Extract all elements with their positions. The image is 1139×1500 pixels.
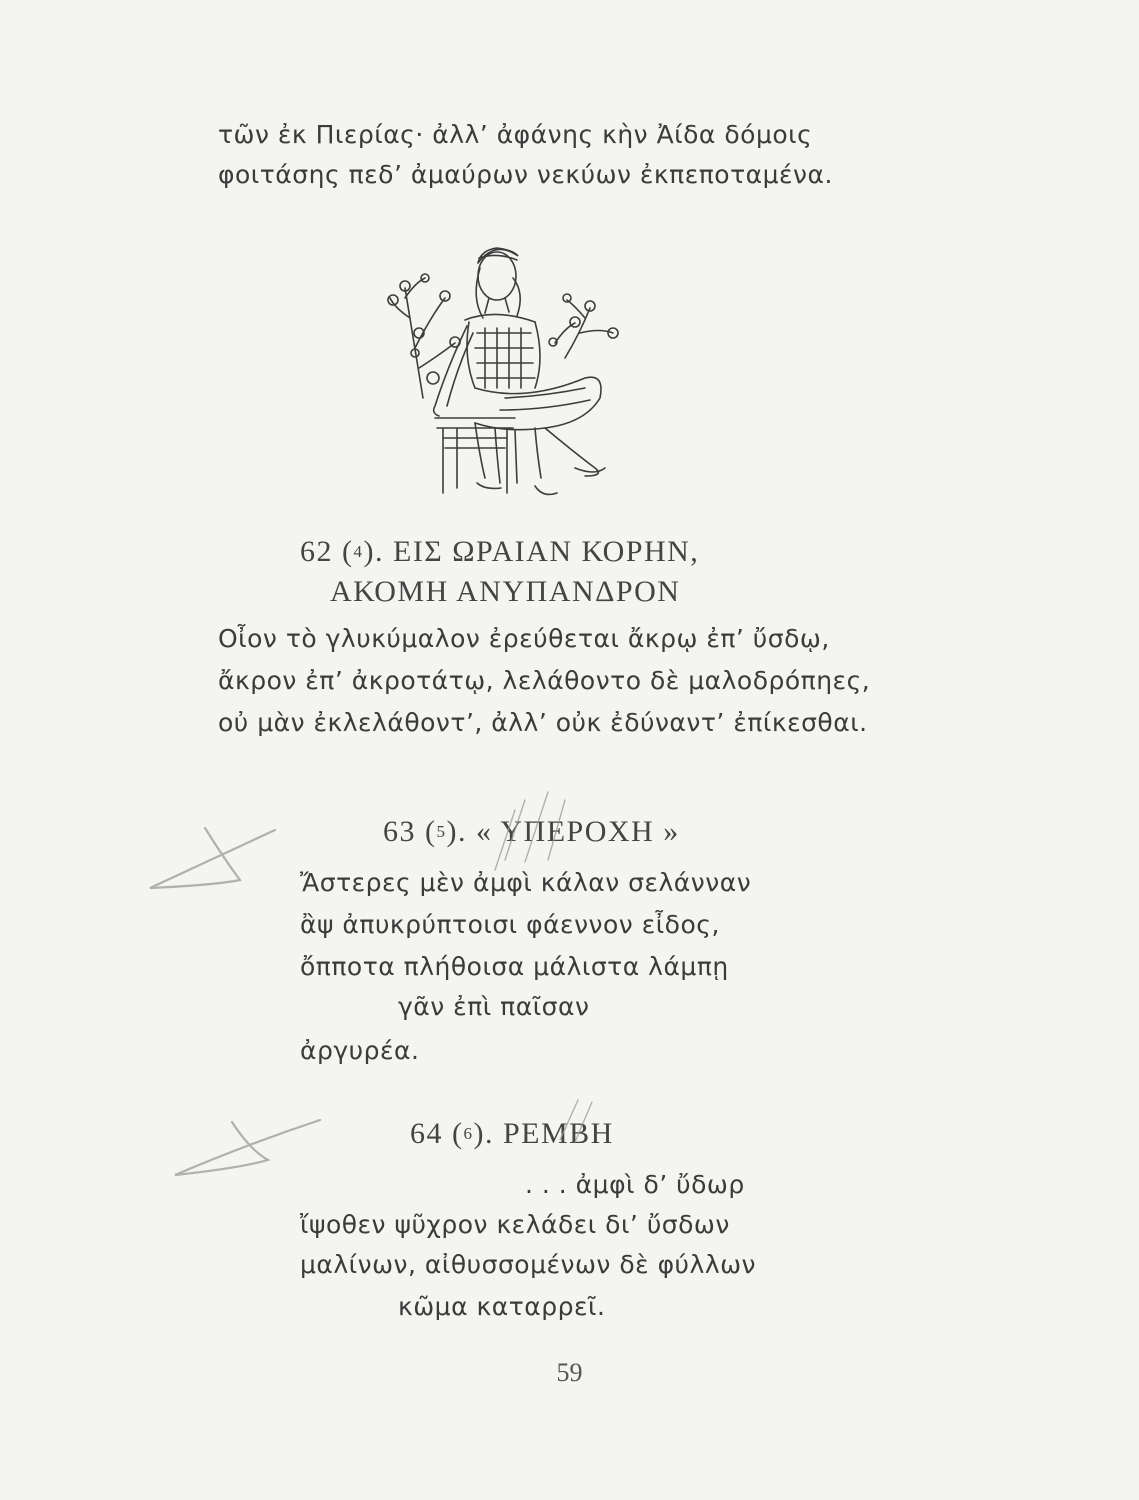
- poem-62-line-2: ἄκρον ἐπ’ ἀκροτάτῳ, λελάθοντο δὲ μαλοδρόπηες,: [218, 666, 871, 695]
- top-line-1: τῶν ἐκ Πιερίας· ἀλλ’ ἀφάνης κὴν Ἀίδα δόμοις: [218, 120, 813, 149]
- poem-63-line-1: Ἄστερες μὲν ἀμφὶ κάλαν σελάνναν: [300, 868, 752, 897]
- poem-63-heading-title: ). « ΥΠΕΡΟΧΗ »: [446, 815, 680, 848]
- poem-62-heading: [300, 535, 699, 569]
- poem-64-heading: [410, 1117, 614, 1151]
- poem-64-line-4: κῶμα καταρρεῖ.: [398, 1292, 606, 1321]
- poem-64-heading-sub: 6: [463, 1124, 474, 1143]
- poem-63-line-4: γᾶν ἐπὶ παῖσαν: [398, 992, 590, 1021]
- poem-62-line-3: οὐ μὰν ἐκλελάθοντ’, ἀλλ’ οὐκ ἐδύναντ’ ἐπίκεσθαι.: [218, 708, 868, 737]
- poem-64-line-1: . . . ἀμφὶ δ’ ὔδωρ: [525, 1170, 745, 1199]
- page-number: 59: [556, 1358, 583, 1387]
- poem-64-line-2: ἴψοθεν ψῦχρον κελάδει δι’ ὔσδων: [300, 1210, 730, 1239]
- poem-63-line-3: ὄπποτα πλήθοισα μάλιστα λάμπῃ: [300, 952, 729, 981]
- top-line-2: φοιτάσης πεδ’ ἀμαύρων νεκύων ἐκπεποταμένα.: [218, 160, 833, 189]
- seated-woman-illustration: [385, 238, 635, 503]
- poem-64-heading-title: ). ΡΕΜΒΗ: [473, 1117, 614, 1150]
- poem-64-heading-num: 64 (: [410, 1117, 464, 1150]
- poem-62-heading-line-2: ΑΚΟΜΗ ΑΝΥΠΑΝΔΡΟΝ: [330, 575, 681, 608]
- poem-62-line-1: Οἶον τὸ γλυκύμαλον ἐρεύθεται ἄκρῳ ἐπ’ ὔσδῳ,: [218, 624, 830, 653]
- poem-62-heading-title: ). ΕΙΣ ΩΡΑΙΑΝ ΚΟΡΗΝ,: [363, 535, 700, 568]
- poem-63-heading-sub: 5: [436, 822, 447, 841]
- poem-63-line-2: ἂψ ἀπυκρύπτοισι φάεννον εἶδος,: [300, 910, 720, 939]
- poem-62-heading-num: 62 (: [300, 535, 354, 568]
- poem-63-line-5: ἀργυρέα.: [300, 1036, 420, 1065]
- poem-64-line-3: μαλίνων, αἰθυσσομένων δὲ φύλλων: [300, 1250, 757, 1279]
- poem-63-heading-num: 63 (: [383, 815, 437, 848]
- poem-62-heading-sub: 4: [353, 542, 364, 561]
- poem-63-heading: [383, 815, 680, 849]
